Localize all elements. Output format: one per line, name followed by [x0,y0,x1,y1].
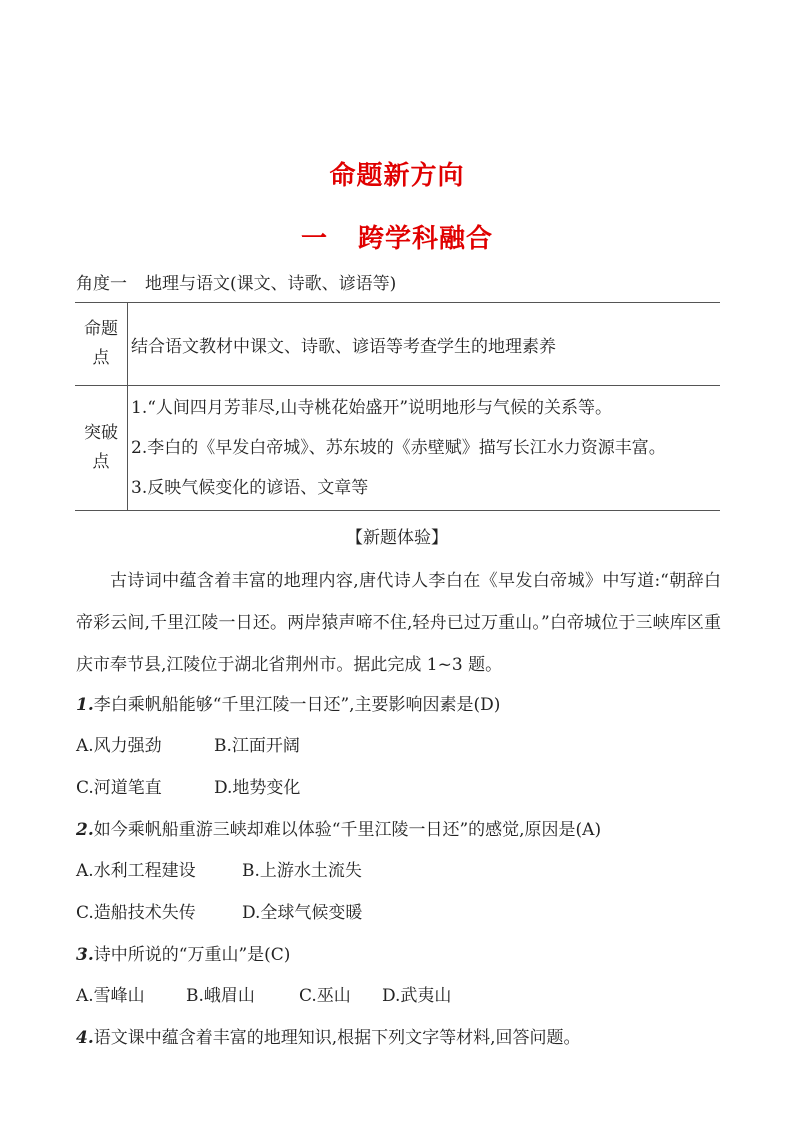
table-row [75,303,720,386]
table-row [75,386,720,511]
question-4 [76,1023,581,1048]
question-1-options-row-2 [76,773,300,798]
option-c: C.造船技术失传 [76,903,196,923]
question-2 [76,815,601,840]
option-b: B.峨眉山 [186,986,255,1006]
question-number: 2. [76,820,94,840]
row-body: 结合语文教材中课文、诗歌、谚语等考查学生的地理素养 [128,303,721,386]
question-number: 1. [76,695,94,715]
row-header: 命题 点 [75,303,128,386]
row-body [128,386,721,511]
option-d: D.地势变化 [214,778,301,798]
point-3: 3.反映气候变化的谚语、文章等 [131,478,369,498]
question-2-options-row-1 [76,856,362,881]
angle-heading [76,273,396,295]
intro-paragraph: 古诗词中蕴含着丰富的地理内容,唐代诗人李白在《早发白帝城》中写道:“朝辞白帝彩云间,千里江陵一日还。两岸猿声啼不住,轻舟已过万重山。”白帝城位于三峡库区重庆市奉节县,江陵位于湖北省荆州市。据此完成 1~3 题。 [76,571,721,675]
angle-label: 角度一 [76,274,127,294]
option-c: C.巫山 [299,986,351,1006]
question-text: 李白乘帆船能够“千里江陵一日还”,主要影响因素是(D) [93,695,501,715]
point-1: 1.“人间四月芳菲尽,山寺桃花始盛开”说明地形与气候的关系等。 [131,398,613,418]
question-text: 语文课中蕴含着丰富的地理知识,根据下列文字等材料,回答问题。 [93,1028,581,1048]
row-header: 突破 点 [75,386,128,511]
question-3 [76,940,290,965]
question-text: 如今乘帆船重游三峡却难以体验“千里江陵一日还”的感觉,原因是(A) [93,820,602,840]
question-2-options-row-2 [76,898,362,923]
page-title: 命题新方向 [329,161,465,191]
question-text: 诗中所说的“万重山”是(C) [93,945,291,965]
option-b: B.上游水土流失 [242,861,362,881]
option-a: A.雪峰山 [76,986,145,1006]
question-1-options-row-1 [76,731,300,756]
section-title-text: 跨学科融合 [358,224,494,254]
option-a: A.风力强劲 [76,736,162,756]
info-table [75,302,720,511]
option-a: A.水利工程建设 [76,861,196,881]
question-3-options [76,981,451,1006]
section-title [0,218,794,255]
section-tag: 【新题体验】 [346,528,448,548]
option-b: B.江面开阔 [214,736,300,756]
section-number: 一 [300,224,328,254]
option-d: D.武夷山 [382,986,452,1006]
question-number: 4. [76,1028,94,1048]
option-c: C.河道笔直 [76,778,162,798]
option-d: D.全球气候变暖 [242,903,363,923]
point-2: 2.李白的《早发白帝城》、苏东坡的《赤壁赋》描写长江水力资源丰富。 [131,438,666,458]
question-1 [76,690,500,715]
question-number: 3. [76,945,94,965]
angle-text: 地理与语文(课文、诗歌、谚语等) [145,274,397,294]
